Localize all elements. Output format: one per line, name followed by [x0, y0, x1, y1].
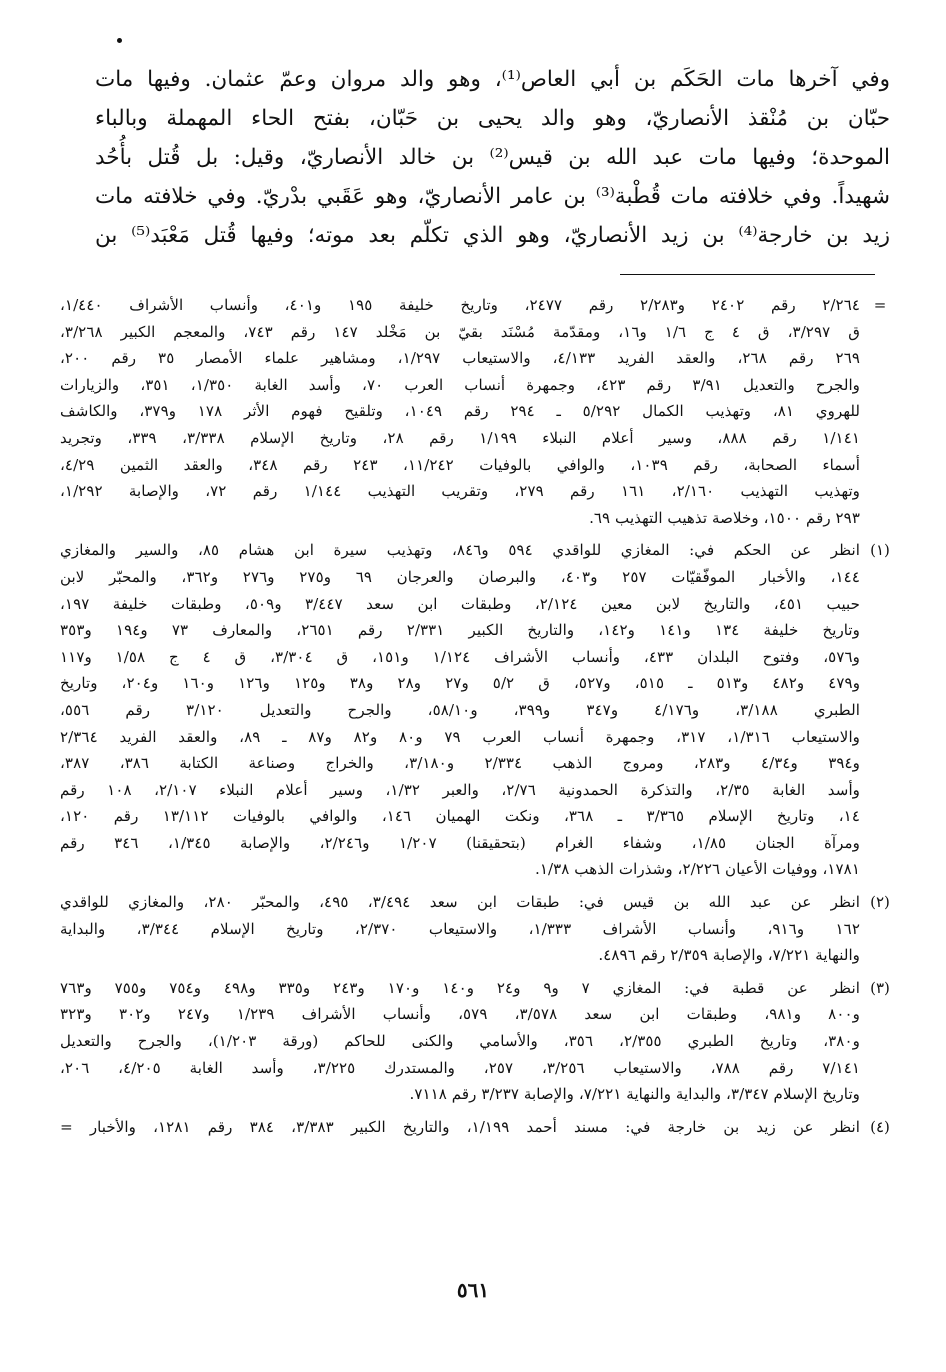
footnote-continued	[60, 292, 900, 531]
stray-dot	[117, 38, 122, 43]
footnote-line: و٥٧٦، وفتوح البلدان ٤٣٣، وأنساب الأشراف ١/١٢٤ و١٥١، ق ٣/٣٠٤، ق ٤ ج ١/٥٨ و١١٧	[60, 647, 860, 666]
footnote-line: ق ٣/٢٩٧، ق ٤ ج ١/٦ و١٦، ومقدّمة مُسْنَد بقيّ بن مَخْلد ١٤٧ رقم ٧٤٣، والمعجم الكبير ٣/٢٦٨،	[60, 322, 860, 341]
footnote-line: ٢٩٣ رقم ١٥٠٠، وخلاصة تذهيب التهذيب ٦٩.	[589, 508, 860, 527]
page-number: ٥٦١	[456, 1278, 490, 1302]
footnote-text	[60, 1114, 860, 1141]
footnote-line: انظر عن عبد الله بن قيس في: طبقات ابن سعد ٣/٤٩٤، ٤٩٥، والمحبّر ٢٨٠، والمغازي للواقدي	[60, 893, 860, 912]
footnote-line: وتاريخ الإسلام ٣/٣٤٧، والبداية والنهاية ٧/٢٢١، والإصابة ٣/٢٣٧ رقم ٧١١٨.	[409, 1085, 860, 1104]
footnote-line: وتهذيب التهذيب ٢/١٦٠، ١٦١ رقم ٢٧٩، وتقريب التهذيب ١/١٤٤ رقم ٧٢، والإصابة ١/٢٩٢،	[60, 482, 860, 501]
footnote-line: انظر عن قطبة في: المغازي ٧ و٩ و٢٤ و١٤٠ و١٧٠ و٢٤٣ و٣٣٥ و٤٩٨ و٧٥٤ و٧٥٥ و٧٦٣	[60, 978, 860, 997]
footnote-marker: (٣)	[870, 978, 890, 997]
footnote-line: ١٧٨١، ووفيات الأعيان ٢/٢٢٦، وشذرات الذهب ١/٣٨.	[535, 860, 860, 879]
footnote-line: للهروي ٨١، وتهذيب الكمال ٥/٢٩٢ ـ ٢٩٤ رقم ١٠٤٩، وتلقيح فهوم الأثر ١٧٨ و٣٧٩، والكاشف	[60, 402, 860, 421]
footnote-line: ومرآة الجنان ١/٨٥، وشفاء الغرام (بتحقيقنا) ١/٢٠٧ و٢/٢٤٦، والإصابة ١/٣٤٥، ٣٤٦ رقم	[60, 833, 860, 852]
footnote-line: ١٤، وتاريخ الإسلام ٣/٣٦٥ ـ ٣٦٨، ونكت الهميان ١٤٦، والوافي بالوفيات ١٣/١١٢ رقم ١٢٠،	[60, 807, 860, 826]
footnote-line: و٣٨٠، وتاريخ الطبري ٢/٣٥٥، ٣٥٦، والأسامي والكنى للحاكم (ورقة ١/٢٠٣)، والجرح والتعديل	[60, 1032, 860, 1051]
footnote-line: و٤٧٩ و٤٨٢ و٥١٣ ـ ٥١٥، و٥٢٧، ق ٥/٢ و٢٧ و٢٨ و٣٨ و١٢٥ و١٢٦ و١٦٠ و٢٠٤، وتاريخ	[60, 674, 860, 693]
footnote-separator-wrap	[95, 255, 890, 295]
footnote-text	[60, 537, 860, 883]
footnote-marker: (٢)	[870, 893, 890, 912]
main-text-block	[95, 60, 890, 295]
footnote-line: وأسد الغابة ٢/٣٥، والتذكرة الحمدونية ٢/٧٦، والعبر ١/٣٢، وسير أعلام النبلاء ٢/١٠٧، ١٠٨ رقم	[60, 780, 860, 799]
footnote-text	[60, 889, 860, 969]
footnote-1	[60, 537, 900, 883]
footnote-line: وتاريخ خليفة ١٣٤ و١٤١ و١٤٢، والتاريخ الكبير ٢/٣٣١ رقم ٢٦٥١، والمعارف ٧٣ و١٩٤ و٣٥٣	[60, 621, 860, 640]
body-line: وفي آخرها مات الحَكَم بن أبي العاص⁽¹⁾، وهو والد مروان وعمّ عثمان. وفيها مات	[95, 67, 890, 92]
footnote-line: أسماء الصحابة، رقم ١٠٣٩، والوافي بالوفيات ١١/٢٤٢، ٢٤٣ رقم ٣٤٨، والعقد الثمين ٤/٢٩،	[60, 455, 860, 474]
footnote-text	[60, 292, 860, 531]
footnote-line: الطبري ٣/١٨٨، و٤/١٧٦ و٣٤٧ و٣٩٩، و٥٨/١٠، والجرح والتعديل ٣/١٢٠ رقم ٥٥٦،	[60, 700, 860, 719]
footnote-line: ٢/٢٦٤ رقم ٢٤٠٢ و٢/٢٨٣ رقم ٢٤٧٧، وتاريخ خليفة ١٩٥ و٤٠١، وأنساب الأشراف ١/٤٤٠،	[60, 296, 860, 314]
footnote-4	[60, 1114, 900, 1141]
footnote-text	[60, 975, 860, 1108]
footnote-separator	[620, 274, 875, 275]
footnote-line: والنهاية ٧/٢٢١، والإصابة ٢/٣٥٩ رقم ٤٨٩٦.	[598, 946, 860, 965]
body-line: زيد بن خارجة⁽⁴⁾ بن زيد الأنصاريّ، وهو الذي تكلّم بعد موته؛ وفيها قُتل مَعْبَد⁽⁵⁾ بن	[95, 223, 890, 248]
footnote-marker: (٤)	[870, 1117, 890, 1136]
footnote-line: و٨٠٠ و٩٨١، وطبقات ابن سعد ٣/٥٧٨، ٥٧٩، وأنساب الأشراف ١/٢٣٩ و٢٤٧ و٣٠٢ و٣٢٣	[60, 1005, 860, 1024]
body-paragraph	[95, 60, 890, 255]
body-line: حبّان بن مُنْقذ الأنصاريّ، وهو والد يحيى بن حَبّان، بفتح الحاء المهملة وبالباء	[95, 106, 890, 131]
footnotes-section	[60, 292, 900, 1146]
footnote-3	[60, 975, 900, 1108]
footnote-2	[60, 889, 900, 969]
footnote-line: والاستيعاب ١/٣١٦، ٣١٧، وجمهرة أنساب العرب ٧٩ و٨٠ و٨٢ و٨٧ ـ ٨٩، والعقد الفريد ٢/٣٦٤	[60, 727, 860, 746]
footnote-line: حبيب ٤٥١، والتاريخ لابن معين ٢/١٢٤، وطبقات ابن سعد ٣/٤٤٧ و٥٠٩، وطبقات خليفة ١٩٧،	[60, 594, 860, 613]
footnote-marker: =	[873, 296, 887, 314]
footnote-line: ١/١٤١ رقم ٨٨٨، وسير أعلام النبلاء ١/١٩٩ رقم ٢٨، وتاريخ الإسلام ٣/٣٣٨، ٣٣٩، وتجريد	[60, 428, 860, 447]
footnote-line: ٧/١٤١ رقم ٧٨٨، والاستيعاب ٣/٢٥٦، ٢٥٧، والمستدرك ٣/٢٢٥، وأسد الغابة ٤/٢٠٥، ٢٠٦،	[60, 1058, 860, 1077]
footnote-line: والجرح والتعديل ٣/٩١ رقم ٤٢٣، وجمهرة أنساب العرب ٧٠، وأسد الغابة ١/٣٥٠، ٣٥١، والزيارات	[60, 375, 860, 394]
body-line: الموحدة؛ وفيها مات عبد الله بن قيس⁽²⁾ بن خالد الأنصاريّ، وقيل: بل قُتل بأُحُد	[95, 145, 891, 170]
footnote-marker: (١)	[870, 541, 890, 560]
footnote-line: و٣٩٤ و٤/٣٤ و٢٨٣، ومروج الذهب ٢/٣٣٤ و٣/١٨٠، والخراج وصناعة الكتابة ٣٨٦، ٣٨٧،	[60, 754, 860, 773]
footnote-line: ٢٦٩ رقم ٢٦٨، والعقد الفريد ٤/١٣٣، والاستيعاب ١/٢٩٧، ومشاهير علماء الأمصار ٣٥ رقم ٢٠٠،	[60, 349, 860, 368]
body-line: شهيداً. وفي خلافته مات قُطْبة⁽³⁾ بن عامر الأنصاريّ، وهو عَقَبي بدْريّ. وفي خلافته مات	[95, 184, 890, 209]
footnote-line: انظر عن زيد بن خارجة في: مسند أحمد ١/١٩٩، والتاريخ الكبير ٣/٣٨٣، ٣٨٤ رقم ١٢٨١، والأخبار =	[60, 1117, 860, 1136]
footnote-line: ١٦٢ و٩١٦، وأنساب الأشراف ١/٣٣٣، والاستيعاب ٢/٣٧٠، وتاريخ الإسلام ٣/٣٤٤، والبداية	[60, 919, 860, 938]
footnote-line: انظر عن الحكم في: المغازي للواقدي ٥٩٤ و٨٤٦، وتهذيب سيرة ابن هشام ٨٥، والسير والمغازي	[60, 541, 860, 560]
footnote-line: ١٤٤، والأخبار الموفّقيّات ٢٥٧ و٤٠٣، والبرصان والعرجان ٦٩ و٢٧٥ و٢٧٦ و٣٦٢، والمحبّر لابن	[60, 567, 860, 586]
